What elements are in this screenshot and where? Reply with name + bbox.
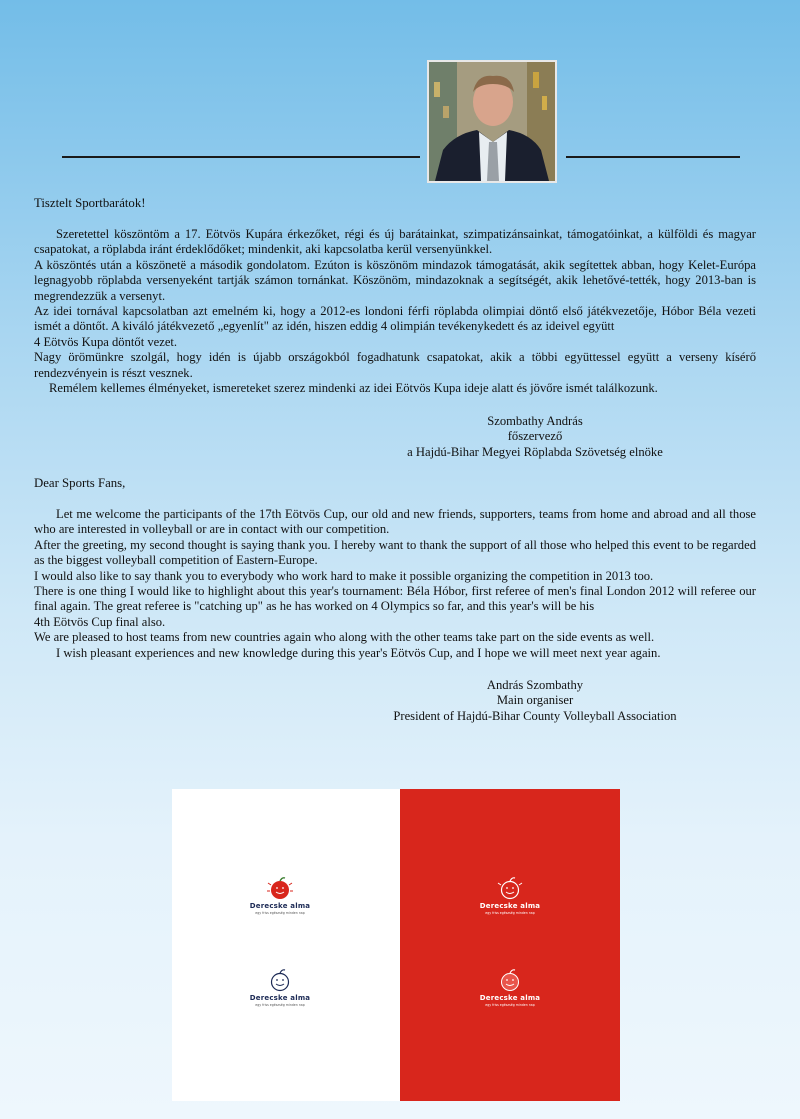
signature-role: főszervező <box>507 429 563 444</box>
hungarian-greeting: Tisztelt Sportbarátok! <box>34 196 146 210</box>
english-greeting: Dear Sports Fans, <box>34 476 126 490</box>
author-portrait-photo <box>427 60 557 183</box>
logo-name: Derecske alma <box>479 902 541 910</box>
english-paragraph: There is one thing I would like to highlight about this year's tournament: Béla Hóbor, first referee of men's final London 2012 will referee our final again. The great referee is "catching up" as he has worked on 4 Olympics so far, and this year's will be his <box>34 584 756 614</box>
signature-name: Szombathy András <box>487 414 583 428</box>
logo-name: Derecske alma <box>249 902 311 910</box>
english-signature <box>360 678 710 724</box>
english-letter-body <box>34 507 756 661</box>
header-rule-right <box>566 156 740 158</box>
signature-role: Main organiser <box>496 693 574 708</box>
derecske-alma-logo-red <box>475 877 545 916</box>
english-paragraph: After the greeting, my second thought is saying thank you. I hereby want to thank the support of all those who helped this event to be regarded as the biggest volleyball competition of Eastern-Europe. <box>34 537 756 568</box>
hungarian-paragraph: Szeretettel köszöntöm a 17. Eötvös Kupára érkezőket, régi és új barátainkat, szimpatizánsainkat, támogatóinkat, a külföldi és magyar csapatokat, a röplabda iránt érdeklődőket; mindenkit, aki kapcsolatba kerül versenyünkkel. <box>34 227 756 257</box>
logo-tagline: egy friss egészség minden nap <box>255 911 305 915</box>
header-rule-left <box>62 156 420 158</box>
english-paragraph: We are pleased to host teams from new countries again who along with the other teams take part on the side events as well. <box>34 630 655 645</box>
apple-icon <box>497 969 523 993</box>
logo-tagline: egy friss egészség minden nap <box>255 1003 305 1007</box>
logo-tagline: egy friss egészség minden nap <box>485 911 535 915</box>
logo-tagline: egy friss egészség minden nap <box>485 1003 535 1007</box>
derecske-alma-logo <box>245 877 315 916</box>
hungarian-paragraph: 4 Eötvös Kupa döntőt vezet. <box>34 334 178 349</box>
ad-panel-white <box>172 789 400 1101</box>
hungarian-paragraph: Remélem kellemes élményeket, ismereteket szerez mindenki az idei Eötvös Kupa ideje alatt és jövőre ismét találkozunk. <box>49 381 658 396</box>
derecske-alma-logo-outline <box>245 969 315 1008</box>
signature-org: a Hajdú-Bihar Megyei Röplabda Szövetség elnöke <box>407 444 663 459</box>
apple-outline-icon <box>267 969 293 993</box>
apple-icon <box>267 877 293 901</box>
signature-org: President of Hajdú-Bihar County Volleyball Association <box>393 708 677 723</box>
english-paragraph: Let me welcome the participants of the 17th Eötvös Cup, our old and new friends, supporters, teams from home and abroad and all those who are interested in volleyball or are in contact with our competition. <box>34 507 756 537</box>
logo-name: Derecske alma <box>249 994 311 1002</box>
signature-name: András Szombathy <box>486 678 584 692</box>
hungarian-paragraph: A köszöntés után a köszönetë a második gondolatom. Ezúton is köszönöm mindazok támogatását, akik segítettek abban, hogy Kelet-Európa legnagyobb röplabda versenyeként tartják számon tornánkat. Köszönöm, mindazoknak a segítségét, akik lehetővé-tették, hogy 2013-ban is megrendezzük a versenyt. <box>34 257 756 303</box>
ad-panel-red <box>400 789 620 1101</box>
hungarian-paragraph: Nagy örömünkre szolgál, hogy idén is újabb országokból fogadhatunk csapatokat, akik a többi együttessel együtt a verseny kísérő rendezvényein is részt vesznek. <box>34 350 756 380</box>
english-paragraph: 4th Eötvös Cup final also. <box>34 614 166 629</box>
derecske-alma-logo-red-filled <box>475 969 545 1008</box>
hungarian-signature <box>360 414 710 460</box>
english-paragraph: I would also like to say thank you to everybody who work hard to make it possible organizing the competition in 2013 too. <box>34 568 654 583</box>
hungarian-paragraph: Az idei tornával kapcsolatban azt emelném ki, hogy a 2012-es londoni férfi röplabda olimpiai döntő első játékvezetője, Hóbor Béla vezeti ismét a döntőt. A kiváló játékvezető „egyenlít" az idén, hiszen eddig 4 olimpián tevékenykedett és az ideivel együtt <box>34 304 756 334</box>
english-paragraph: I wish pleasant experiences and new knowledge during this year's Eötvös Cup, and I hope we will meet next year again. <box>56 645 661 660</box>
logo-name: Derecske alma <box>479 994 541 1002</box>
hungarian-letter-body <box>34 227 756 396</box>
apple-outline-icon <box>497 877 523 901</box>
